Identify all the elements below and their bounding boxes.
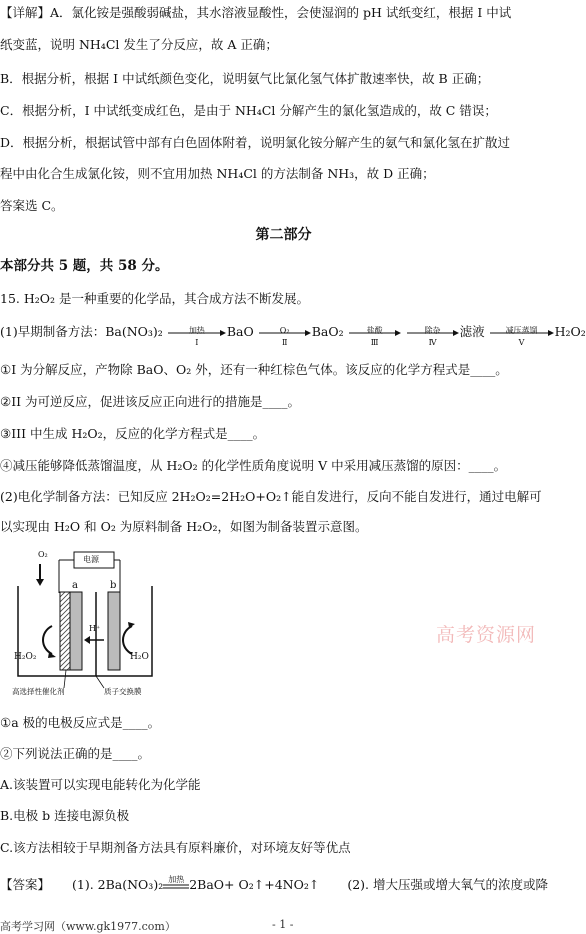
route-s4: 滤液 bbox=[459, 324, 485, 339]
route-arrow-3 bbox=[349, 324, 401, 347]
hplus-label: H⁺ bbox=[89, 624, 101, 633]
q15-sub2: ②II 为可逆反应，促进该反应正向进行的措施是____。 bbox=[0, 394, 301, 409]
q15-part2-line1: (2)电化学制备方法：已知反应 2H₂O₂=2H₂O+O₂↑能自发进行，反向不能自发进行，通过电解可 bbox=[0, 489, 542, 504]
route-s1: Ba(NO₃)₂ bbox=[105, 324, 163, 339]
analysis-line-7: 答案选 C。 bbox=[0, 198, 64, 213]
route-arrow-2 bbox=[259, 324, 311, 347]
route-s3: BaO₂ bbox=[311, 324, 344, 339]
q15-sub1: ①I 为分解反应，产物除 BaO、O₂ 外，还有一种红棕色气体。该反应的化学方程式是____。 bbox=[0, 362, 508, 377]
catalyst-label: 高选择性催化剂 bbox=[12, 687, 65, 696]
electrolysis-diagram bbox=[4, 548, 164, 698]
membrane-label: 质子交换膜 bbox=[104, 687, 142, 696]
section-subtitle: 本部分共 5 题，共 58 分。 bbox=[0, 258, 169, 274]
q15-route bbox=[0, 323, 586, 347]
q15-stem: 15. H₂O₂ 是一种重要的化学品，其合成方法不断发展。 bbox=[0, 291, 309, 306]
q15-part2-line2: 以实现由 H₂O 和 O₂ 为原料制备 H₂O₂，如图为制备装置示意图。 bbox=[0, 519, 368, 534]
arrow-3-bot: Ⅲ bbox=[370, 337, 379, 347]
analysis-line-4: C．根据分析，I 中试纸变成红色，是由于 NH₄Cl 分解产生的氯化氢造成的，故 C 错误； bbox=[0, 103, 497, 118]
answer-line bbox=[0, 876, 548, 894]
arrow-5-top: 减压蒸馏 bbox=[505, 325, 538, 335]
arrow-1-bot: Ⅰ bbox=[195, 337, 199, 347]
arrow-2-top: O₂ bbox=[279, 325, 290, 335]
analysis-line-2: 纸变蓝，说明 NH₄Cl 发生了分反应，故 A 正确； bbox=[0, 37, 278, 52]
power-label: 电源 bbox=[83, 555, 99, 564]
route-arrow-5 bbox=[490, 324, 554, 347]
q15-question-b: ②下列说法正确的是____。 bbox=[0, 746, 151, 761]
answer-arrow-cond: 加热 bbox=[168, 874, 185, 884]
watermark: 高考资源网 bbox=[436, 624, 537, 646]
analysis-line-1: 【详解】A．氯化铵是强酸弱碱盐，其水溶液显酸性，会使湿润的 pH 试纸变红，根据 I 中试 bbox=[0, 5, 512, 20]
section-title: 第二部分 bbox=[255, 227, 312, 243]
q15-question-a: ①a 极的电极反应式是____。 bbox=[0, 715, 161, 730]
answer-label: 【答案】 bbox=[0, 877, 51, 892]
analysis-line-3: B．根据分析，根据 I 中试纸颜色变化，说明氨气比氯化氢气体扩散速率快，故 B 正确； bbox=[0, 71, 490, 86]
q15-sub3: ③III 中生成 H₂O₂，反应的化学方程式是____。 bbox=[0, 426, 266, 441]
arrow-5-bot: Ⅴ bbox=[518, 337, 525, 347]
electrode-a-label: a bbox=[72, 580, 78, 591]
analysis-line-6: 程中由化合生成氯化铵，则不宜用加热 NH₄Cl 的方法制备 NH₃，故 D 正确； bbox=[0, 166, 435, 181]
part1-prefix: (1)早期制备方法： bbox=[0, 324, 106, 339]
option-b: B.电极 b 连接电源负极 bbox=[0, 808, 130, 823]
route-s5: H₂O₂ bbox=[554, 324, 586, 339]
arrow-1-top: 加热 bbox=[188, 325, 205, 335]
arrow-4-top: 除杂 bbox=[424, 325, 441, 335]
h2o2-label: H₂O₂ bbox=[14, 652, 37, 662]
h2o-label: H₂O bbox=[130, 652, 149, 662]
arrow-4-bot: Ⅳ bbox=[428, 337, 437, 347]
electrode-b-label: b bbox=[110, 580, 117, 591]
arrow-3-top: 盐酸 bbox=[366, 325, 383, 335]
o2-label: O₂ bbox=[38, 550, 48, 559]
answer-1-rest: 2BaO+ O₂↑+4NO₂↑ bbox=[189, 877, 320, 892]
answer-arrow bbox=[163, 874, 189, 893]
answer-2: (2). 增大压强或增大氧气的浓度或降 bbox=[347, 877, 548, 892]
page-number: - 1 - bbox=[272, 918, 294, 931]
route-s2: BaO bbox=[226, 324, 254, 339]
arrow-2-bot: Ⅱ bbox=[281, 337, 288, 347]
route-arrow-4 bbox=[407, 324, 459, 347]
footer-left: 高考学习网（www.gk1977.com） bbox=[0, 920, 176, 933]
q15-sub4: ④减压能够降低蒸馏温度，从 H₂O₂ 的化学性质角度说明 V 中采用减压蒸馏的原因：____。 bbox=[0, 458, 507, 473]
option-c: C.该方法相较于早期剂备方法具有原料廉价，对环境友好等优点 bbox=[0, 840, 351, 855]
analysis-line-5: D．根据分析，根据试管中部有白色固体附着，说明氯化铵分解产生的氨气和氯化氢在扩散过 bbox=[0, 135, 511, 150]
option-a: A.该装置可以实现电能转化为化学能 bbox=[0, 777, 201, 792]
answer-1: (1). 2Ba(NO₃)₂ bbox=[72, 877, 164, 892]
route-arrow-1 bbox=[168, 324, 226, 347]
